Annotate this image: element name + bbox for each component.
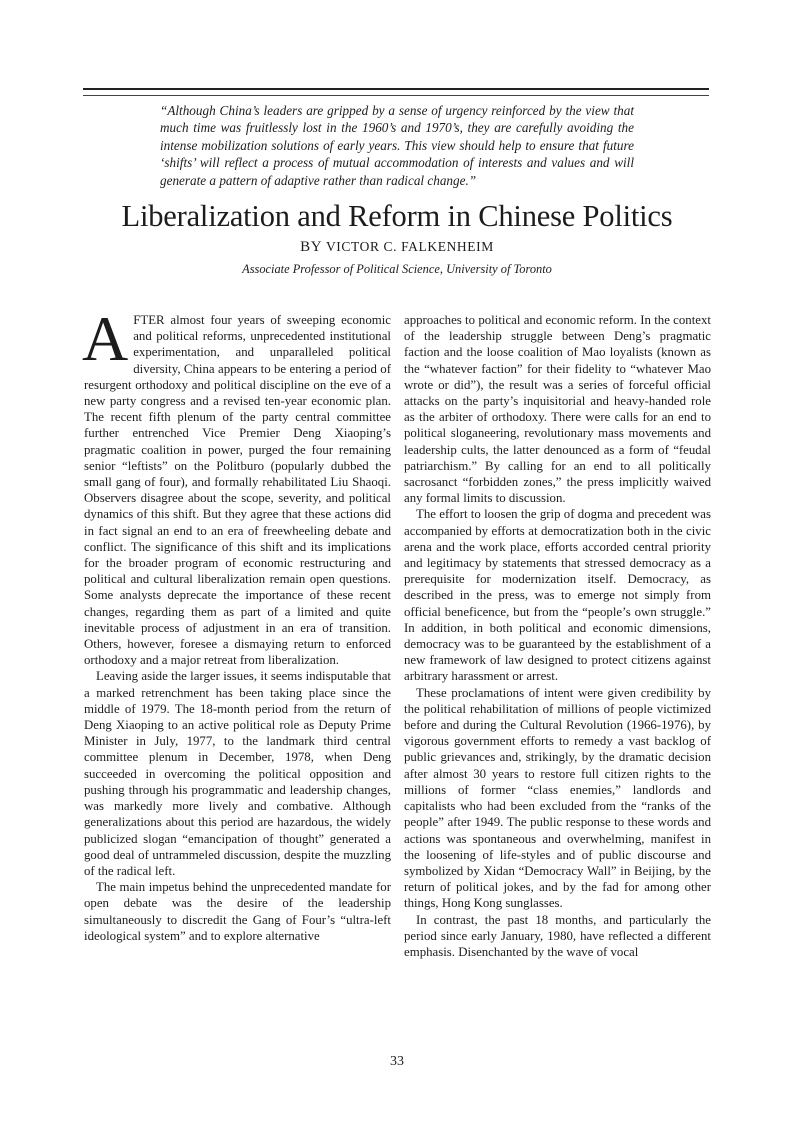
paragraph: These proclamations of intent were given credibility by the political rehabilitation of millions of people victimized before and during the Cultural Revolution (1966-1976), by vigorous government efforts to remedy a vast backlog of public grievances and, strikingly, by the dramatic decision after almost 30 years to restore full citizen rights to the millions of former “class enemies,” landlords and capitalists who had been excluded from the “ranks of the people” after 1949. The public response to these words and actions was spontaneous and overwhelming, manifest in the loosening of life-styles and of public discourse and symbolized by Xidan “Democracy Wall” in Beijing, by the return of political jokes, and by the fad for among other things, Hong Kong sunglasses. (404, 685, 711, 911)
drop-cap: A (82, 303, 129, 374)
byline (40, 239, 754, 256)
left-column (82, 303, 391, 944)
paragraph: In contrast, the past 18 months, and particularly the period since early January, 1980, have reflected a different emphasis. Disenchanted by the wave of vocal (404, 912, 711, 959)
right-column (404, 312, 711, 960)
page-number: 33 (390, 1054, 404, 1069)
paragraph: approaches to political and economic reform. In the context of the leadership struggle between Deng’s pragmatic faction and the loose coalition of Mao loyalists (known as the “whatever faction” for their fidelity to “whatever Mao wrote or did”), the result was a series of forceful official attacks on the party’s inquisitorial and heavy-handed role as the arbiter of orthodoxy. There were calls for an end to political sloganeering, revolutionary mass movements and leadership cults, the latter denounced as a form of “feudal patriarchism.” By calling for an end to all politically sacrosanct “forbidden zones,” the press implicitly waived any formal limits to discussion. (404, 313, 711, 506)
author-name: VICTOR C. FALKENHEIM (325, 239, 494, 254)
paragraph: Leaving aside the larger issues, it seems indisputable that a marked retrenchment has been taking place since the middle of 1979. The 18-month period from the return of Deng Xiaoping to an active political role as Deputy Prime Minister in July, 1977, to the landmark third central committee plenum in December, 1978, when Deng succeeded in overcoming the political opposition and pushing through his programmatic and leadership changes, was markedly more lively and combative. Although generalizations about this period are hazardous, the widely publicized slogan “emancipation of thought” generated a good deal of untrammeled discussion, despite the muzzling of the radical left. (84, 669, 391, 878)
byline-prefix: BY (300, 239, 323, 255)
author-affiliation: Associate Professor of Political Science, University of Toronto (242, 262, 552, 276)
article-title: Liberalization and Reform in Chinese Politics (121, 199, 673, 233)
epigraph: “Although China’s leaders are gripped by a sense of urgency reinforced by the view that much time was fruitlessly lost in the 1960’s and 1970’s, they are carefully avoiding the intense mobilization solutions of early years. This view should help to ensure that future ‘shifts’ will reflect a process of mutual accommodation of interests and values and will generate a pattern of adaptive rather than radical change.” (160, 103, 634, 188)
top-rule (83, 88, 709, 96)
paragraph: The main impetus behind the unprecedented mandate for open debate was the desire of the leadership simultaneously to discredit the Gang of Four’s “ultra-left ideological system” and to explore alternative (84, 880, 391, 943)
paragraph-text: FTER almost four years of sweeping economic and political reforms, unprecedented institutional experimentation, and unparalleled political diversity, China appears to be entering a period of resurgent orthodoxy and political discipline on the eve of a new party congress and a revised ten-year economic plan. The recent fifth plenum of the party central committee further entrenched Vice Premier Deng Xiaoping’s pragmatic coalition in power, purged the four remaining senior “leftists” on the Politburo (popularly dubbed the small gang of four), and formally rehabilitated Liu Shaoqi. Observers disagree about the scope, severity, and political dynamics of this shift. But they agree that these actions did in fact signal an end to an era of freewheeling debate and conflict. The significance of this shift and its implications for the broader program of economic restructuring and political and cultural liberalization remain open questions. Some analysts deprecate the importance of these recent changes, regarding them as part of a limited and quite inevitable process of adjustment in an era of transition. Others, however, foresee a dismaying return to enforced orthodoxy and a major retreat from liberalization. (84, 313, 391, 668)
paragraph: The effort to loosen the grip of dogma and precedent was accompanied by efforts at democratization both in the civic arena and the work place, efforts accorded central priority and legitimacy by statements that stressed democracy as a prerequisite for modernization itself. Democracy, as described in the press, was to emerge not simply from official beneficence, but from the “people’s own struggle.” In addition, in both political and economic dimensions, democracy was to be guaranteed by the establishment of a new framework of law designed to protect citizens against arbitrary harassment or arrest. (404, 507, 711, 684)
paragraph (82, 303, 391, 668)
